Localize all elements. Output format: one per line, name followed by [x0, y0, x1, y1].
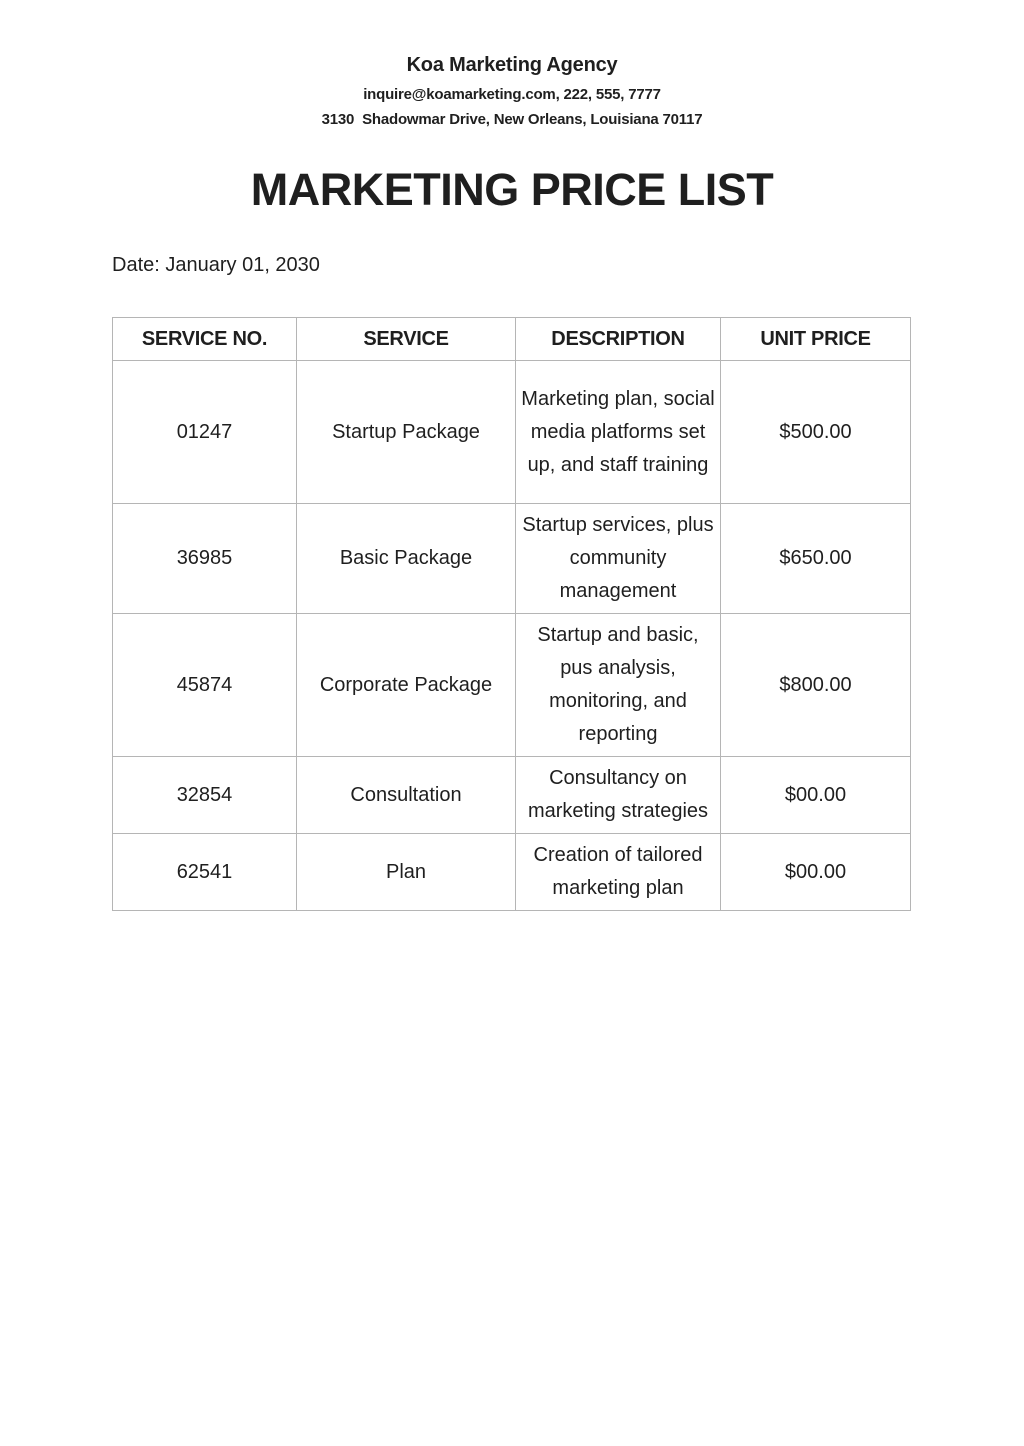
document-date: Date: January 01, 2030 [112, 254, 320, 276]
table-row [113, 504, 911, 614]
unit-price-cell: $00.00 [721, 834, 911, 911]
unit-price-cell: $00.00 [721, 757, 911, 834]
unit-price-cell: $500.00 [721, 361, 911, 504]
service-no-cell: 32854 [113, 757, 297, 834]
description-cell: Marketing plan, social media platforms set up, and staff training [516, 361, 721, 504]
unit-price-cell: $650.00 [721, 504, 911, 614]
price-table [112, 317, 911, 911]
service-no-cell: 62541 [113, 834, 297, 911]
company-address: 3130 Shadowmar Drive, New Orleans, Louisiana 70117 [321, 111, 703, 128]
table-row [113, 834, 911, 911]
description-cell: Startup services, plus community management [516, 504, 721, 614]
unit-price-cell: $800.00 [721, 614, 911, 757]
service-cell: Consultation [297, 757, 516, 834]
column-header-service: SERVICE [297, 318, 516, 361]
service-no-cell: 45874 [113, 614, 297, 757]
table-header-row [113, 318, 911, 361]
table-row [113, 614, 911, 757]
service-cell: Corporate Package [297, 614, 516, 757]
description-cell: Startup and basic, pus analysis, monitoring, and reporting [516, 614, 721, 757]
column-header-service-no: SERVICE NO. [113, 318, 297, 361]
service-cell: Plan [297, 834, 516, 911]
page-title: MARKETING PRICE LIST [250, 164, 774, 215]
service-no-cell: 36985 [113, 504, 297, 614]
company-name: Koa Marketing Agency [406, 54, 618, 76]
service-cell: Startup Package [297, 361, 516, 504]
service-no-cell: 01247 [113, 361, 297, 504]
description-cell: Creation of tailored marketing plan [516, 834, 721, 911]
table-row [113, 757, 911, 834]
description-cell: Consultancy on marketing strategies [516, 757, 721, 834]
column-header-description: DESCRIPTION [516, 318, 721, 361]
service-cell: Basic Package [297, 504, 516, 614]
contact-info: inquire@koamarketing.com, 222, 555, 7777 [363, 86, 661, 103]
column-header-unit-price: UNIT PRICE [721, 318, 911, 361]
table-row [113, 361, 911, 504]
